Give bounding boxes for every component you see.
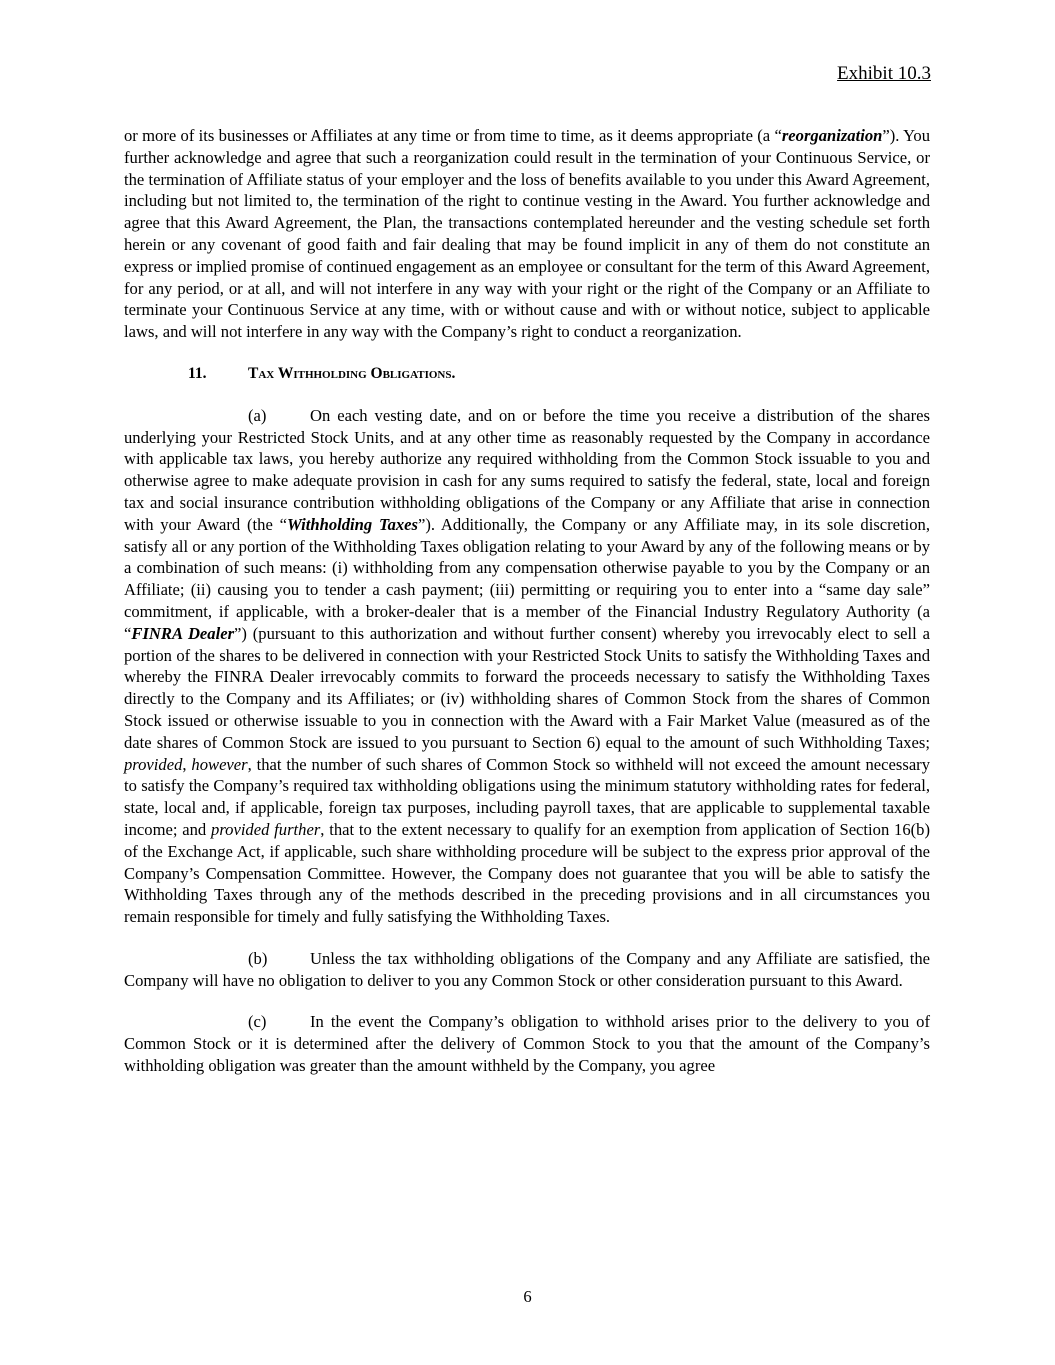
paragraph-label: (c) bbox=[248, 1012, 267, 1032]
paragraph-c: (c) In the event the Company’s obligation to withhold arises prior to the delivery to you of Common Stock or it is determined after the delivery of Common Stock to you that the amount of the Company’s withholding obligation was greater than the amount withheld by the Company, you agree bbox=[124, 1012, 930, 1076]
paragraph-reorganization: or more of its businesses or Affiliates at any time or from time to time, as it deems appropriate (a “reorganization”). You further acknowledge and agree that such a reorganization could result in the termination of your Continuous Service, or the termination of Affiliate status of your employer and the loss of benefits available to you under this Award Agreement, including but not limited to, the termination of the right to continue vesting in the Award. You further acknowledge and agree that this Award Agreement, the Plan, the transactions contemplated hereunder and the vesting schedule set forth herein or any covenant of good faith and fair dealing that may be found implicit in any of them do not constitute an express or implied promise of continued engagement as an employee or consultant for the term of this Award Agreement, for any period, or at all, and will not interfere in any way with your right or the right of the Company or an Affiliate to terminate your Continuous Service at any time, with or without cause and with or without notice, subject to applicable laws, and will not interfere in any way with the Company’s right to conduct a reorganization. bbox=[124, 126, 930, 342]
section-number: 11. bbox=[188, 364, 207, 382]
exhibit-label: Exhibit 10.3 bbox=[837, 63, 931, 84]
section-heading bbox=[124, 363, 930, 385]
defined-term: FINRA Dealer bbox=[131, 623, 235, 643]
defined-term: Withholding Taxes bbox=[287, 514, 418, 534]
paragraph-b: (b) Unless the tax withholding obligations of the Company and any Affiliate are satisfied, the Company will have no obligation to deliver to you any Common Stock or other consideration pursuant to this Award. bbox=[124, 948, 930, 990]
paragraph-a: (a) On each vesting date, and on or before the time you receive a distribution of the shares underlying your Restricted Stock Units, and at any other time as reasonably requested by the Company in accordance with applicable tax laws, you hereby authorize any required withholding from the Common Stock issuable to you and otherwise agree to make adequate provision in cash for any sums required to satisfy the federal, state, local and foreign tax and social insurance contribution withholding obligations of the Company or any Affiliate that arise in connection with your Award (the “Withholding Taxes”). Additionally, the Company or any Affiliate may, in its sole discretion, satisfy all or any portion of the Withholding Taxes obligation relating to your Award by any of the following means or by a combination of such means: (i) withholding from any compensation otherwise payable to you by the Company or an Affiliate; (ii) causing you to tender a cash payment; (iii) permitting or requiring you to enter into a “same day sale” commitment, if applicable, with a broker-dealer that is a member of the Financial Industry Regulatory Authority (a “FINRA Dealer”) (pursuant to this authorization and without further consent) whereby you irrevocably elect to sell a portion of the shares to be delivered in connection with your Restricted Stock Units to satisfy the Withholding Taxes and whereby the FINRA Dealer irrevocably commits to forward the proceeds necessary to satisfy the Withholding Taxes directly to the Company and its Affiliates; or (iv) withholding shares of Common Stock from the shares of Common Stock issued or otherwise issuable to you in connection with the Award with a Fair Market Value (measured as of the date shares of Common Stock are issued to you pursuant to Section 6) equal to the amount of such Withholding Taxes; provided, however, that the number of such shares of Common Stock so withheld will not exceed the amount necessary to satisfy the Company’s required tax withholding obligations using the minimum statutory withholding rates for federal, state, local and, if applicable, foreign tax purposes, including payroll taxes, that are applicable to supplemental taxable income; and provided further, that to the extent necessary to qualify for an exemption from application of Section 16(b) of the Exchange Act, if applicable, such share withholding procedure will be subject to the express prior approval of the Company’s Compensation Committee. However, the Company does not guarantee that you will be able to satisfy the Withholding Taxes through any of the methods described in the preceding provisions and in all circumstances you remain responsible for timely and fully satisfying the Withholding Taxes. bbox=[124, 405, 931, 927]
section-title: Tax Withholding Obligations. bbox=[248, 364, 456, 382]
page-number: 6 bbox=[523, 1287, 532, 1306]
document-body bbox=[124, 125, 930, 1077]
paragraph-label: (a) bbox=[248, 405, 267, 425]
paragraph-label: (b) bbox=[248, 948, 268, 968]
defined-term: reorganization bbox=[781, 126, 883, 145]
